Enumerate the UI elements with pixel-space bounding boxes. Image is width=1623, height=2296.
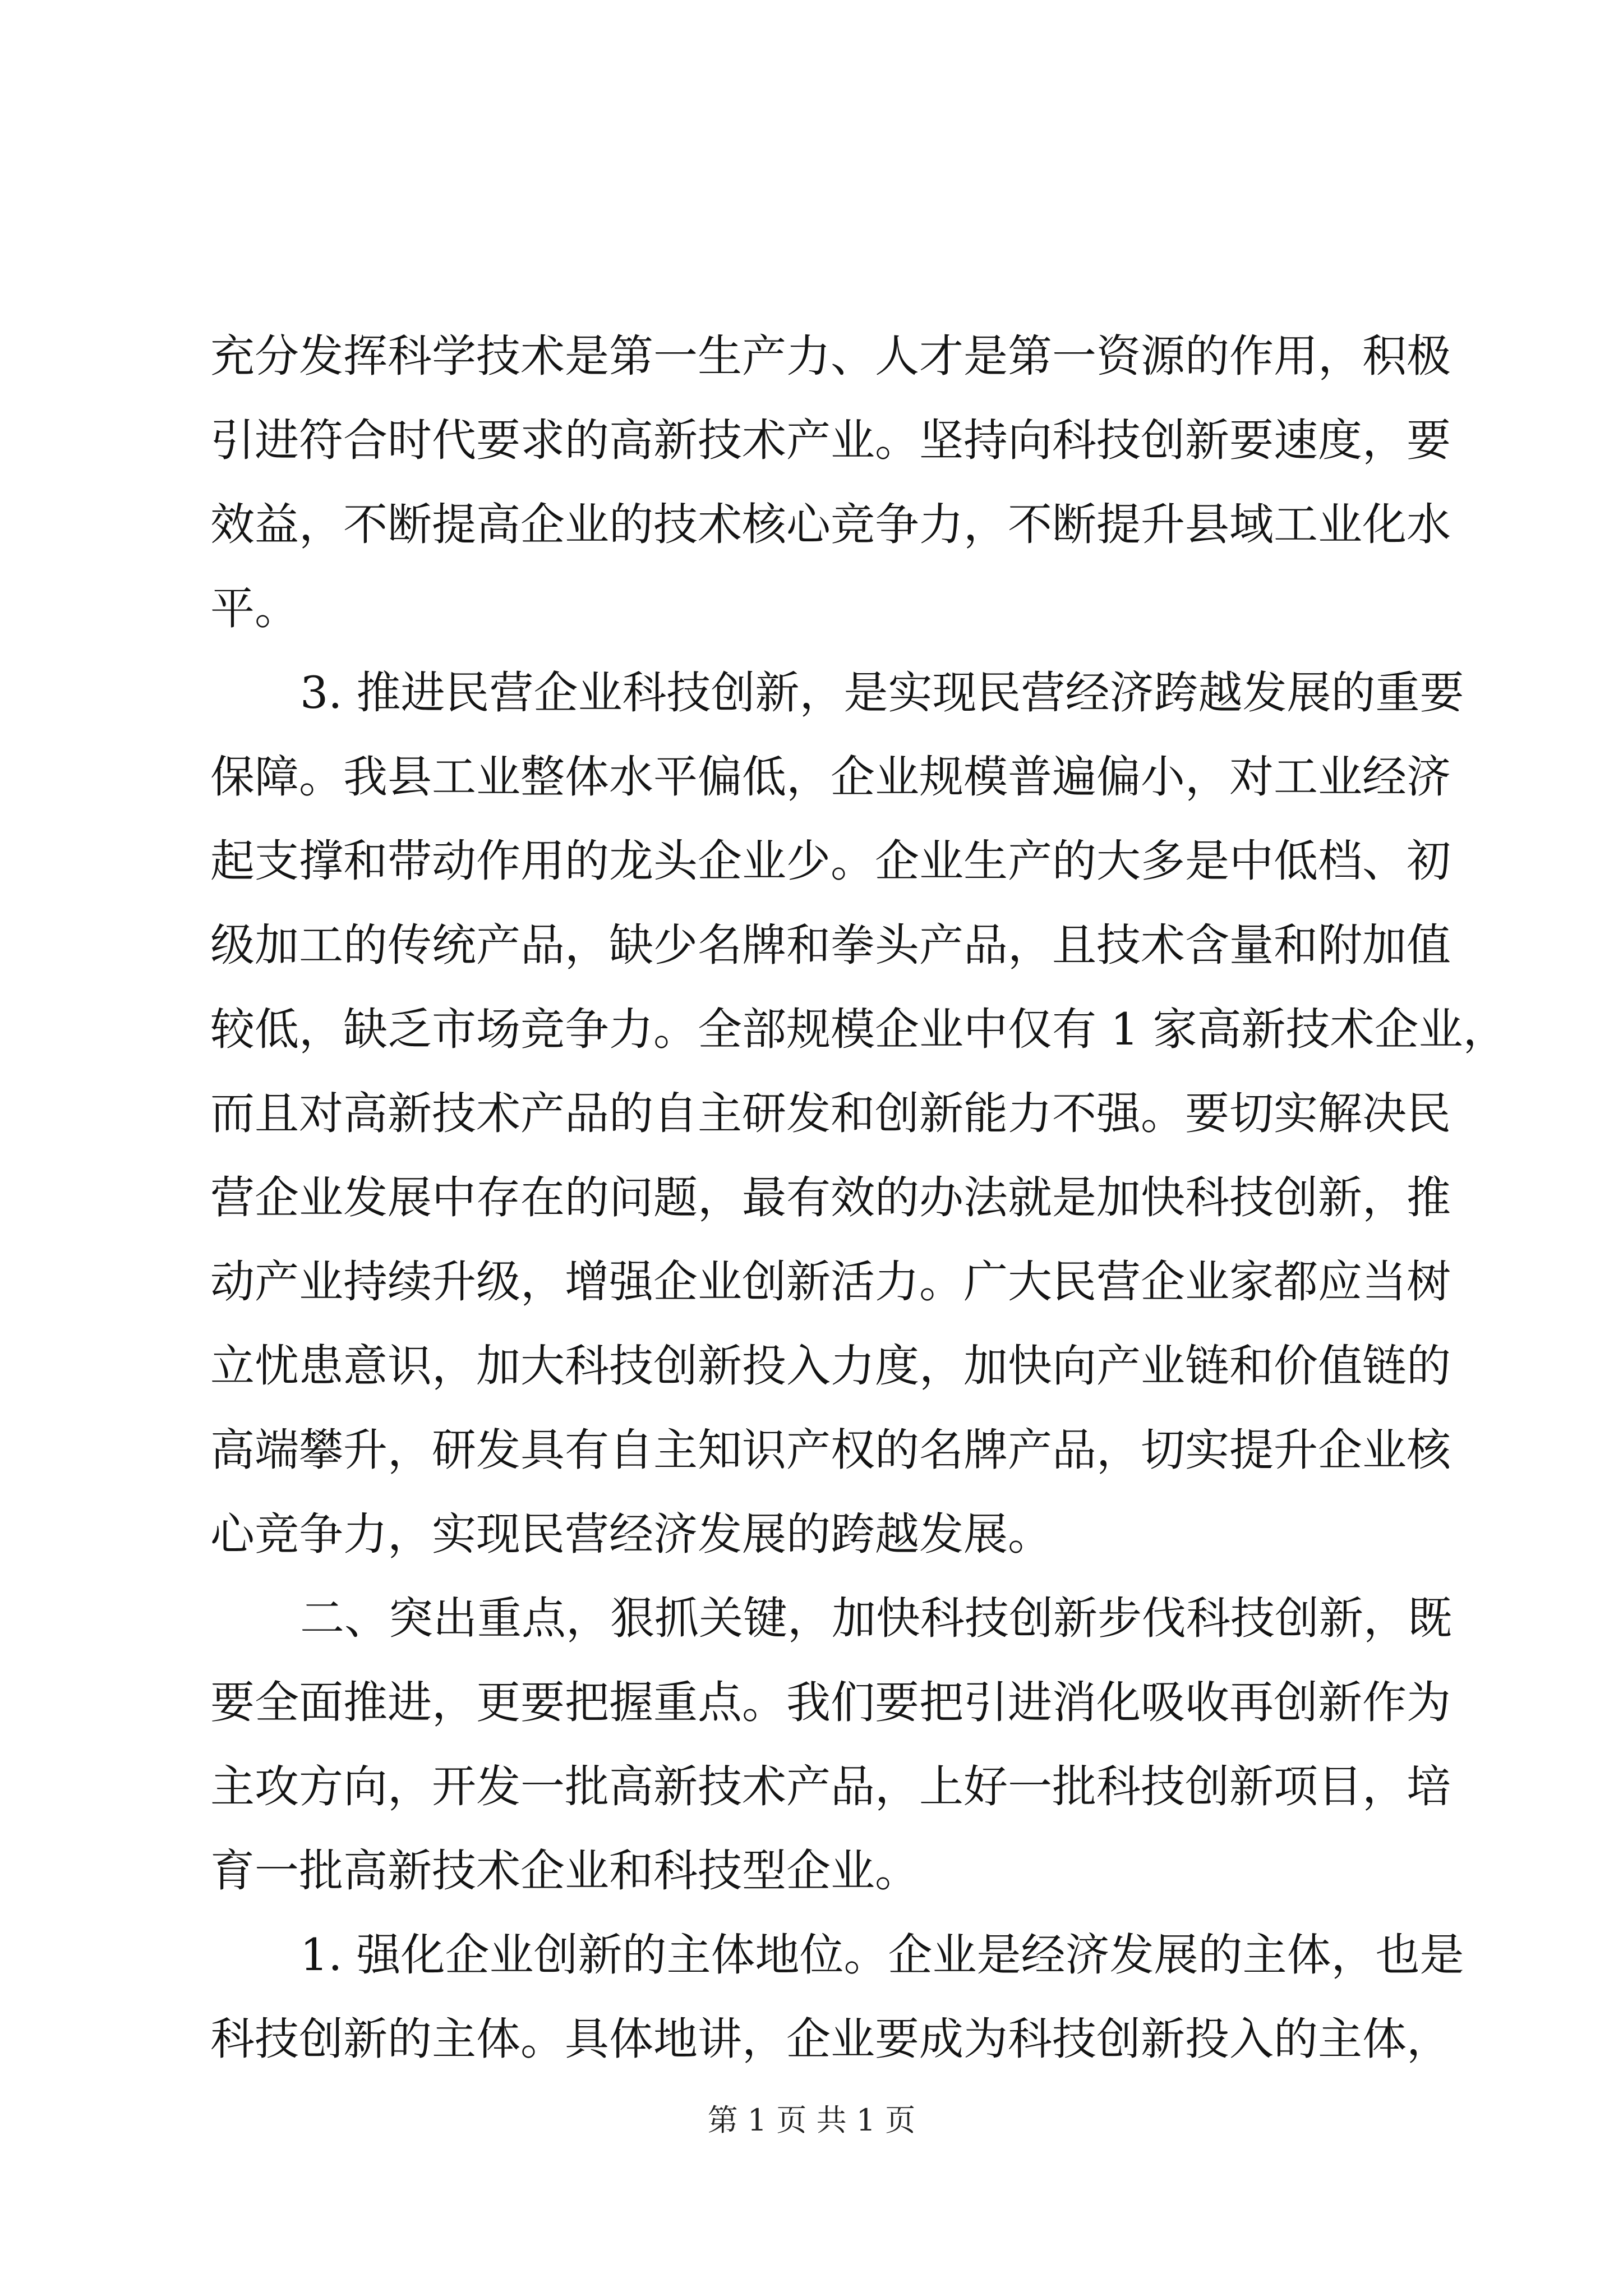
page-footer: 第 1 页 共 1 页 xyxy=(707,2102,916,2138)
text-line: 立忧患意识，加大科技创新投入力度，加快向产业链和价值链的 xyxy=(210,1340,1451,1392)
section-heading-line: 二、突出重点，狠抓关键，加快科技创新步伐科技创新，既 xyxy=(300,1593,1452,1644)
text-line: 要全面推进，更要把握重点。我们要把引进消化吸收再创新作为 xyxy=(210,1677,1451,1728)
paragraph-start-line: 1. 强化企业创新的主体地位。企业是经济发展的主体，也是 xyxy=(300,1929,1464,1981)
text-line: 心竞争力，实现民营经济发展的跨越发展。 xyxy=(210,1508,1052,1560)
text-line: 育一批高新技术企业和科技型企业。 xyxy=(210,1845,919,1897)
paragraph-start-line: 3. 推进民营企业科技创新，是实现民营经济跨越发展的重要 xyxy=(300,667,1464,719)
text-line: 保障。我县工业整体水平偏低，企业规模普遍偏小，对工业经济 xyxy=(210,751,1451,803)
text-line: 较低，缺乏市场竞争力。全部规模企业中仅有 1 家高新技术企业， xyxy=(210,1004,1507,1055)
text-line: 高端攀升，研发具有自主知识产权的名牌产品，切实提升企业核 xyxy=(210,1424,1451,1476)
text-line: 平。 xyxy=(210,583,299,634)
text-line: 引进符合时代要求的高新技术产业。坚持向科技创新要速度，要 xyxy=(210,415,1451,466)
text-line: 而且对高新技术产品的自主研发和创新能力不强。要切实解决民 xyxy=(210,1088,1451,1139)
text-line: 主攻方向，开发一批高新技术产品，上好一批科技创新项目，培 xyxy=(210,1761,1451,1812)
text-line: 起支撑和带动作用的龙头企业少。企业生产的大多是中低档、初 xyxy=(210,835,1451,887)
text-line: 科技创新的主体。具体地讲，企业要成为科技创新投入的主体， xyxy=(210,2013,1451,2065)
text-line: 营企业发展中存在的问题，最有效的办法就是加快科技创新，推 xyxy=(210,1172,1451,1223)
text-line: 级加工的传统产品，缺少名牌和拳头产品，且技术含量和附加值 xyxy=(210,919,1451,971)
text-line: 效益，不断提高企业的技术核心竞争力，不断提升县域工业化水 xyxy=(210,499,1451,550)
text-line: 动产业持续升级，增强企业创新活力。广大民营企业家都应当树 xyxy=(210,1256,1451,1308)
text-line: 充分发挥科学技术是第一生产力、人才是第一资源的作用，积极 xyxy=(210,330,1451,382)
